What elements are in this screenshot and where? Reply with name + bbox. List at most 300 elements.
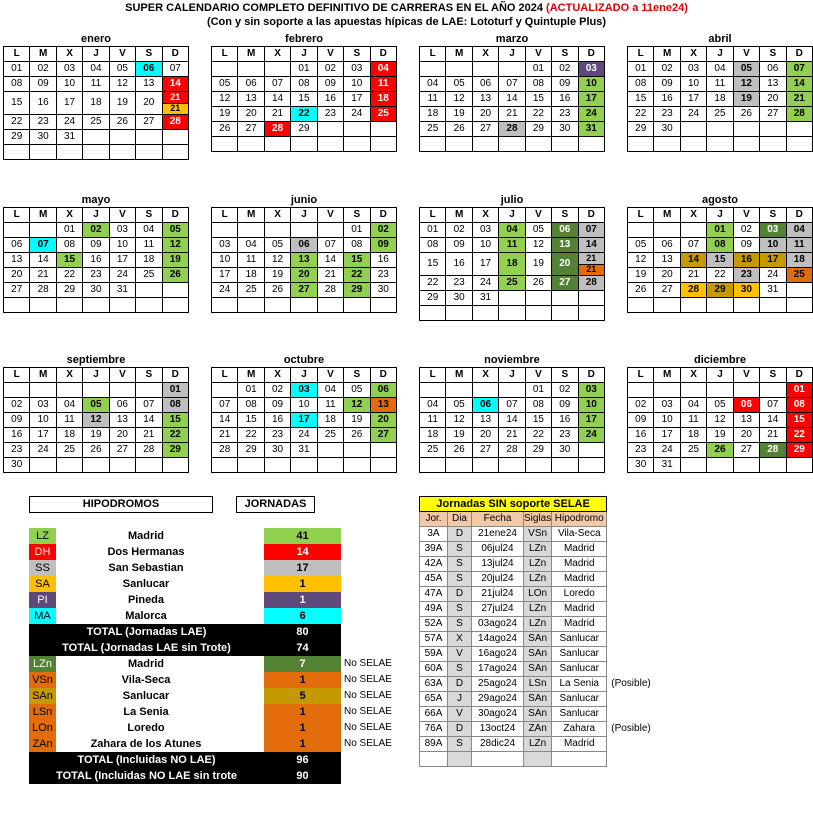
day-cell [654, 223, 680, 238]
day-cell [212, 298, 238, 313]
day-cell: 31 [760, 283, 786, 298]
day-cell: 27 [291, 283, 317, 298]
day-cell: 26 [733, 107, 759, 122]
day-header: V [733, 47, 759, 62]
day-cell: 09 [446, 238, 472, 253]
hipodromo-name: Madrid [127, 530, 165, 542]
sin-soporte-row [420, 647, 652, 662]
day-cell: 28 [578, 276, 604, 291]
total-label: TOTAL (Incluidas NO LAE sin trote [29, 768, 264, 784]
day-cell: 02 [552, 62, 578, 77]
day-header: S [344, 368, 370, 383]
hipodromo-row [29, 704, 392, 720]
day-cell [578, 137, 604, 152]
day-cell: 05 [707, 398, 733, 413]
day-header: J [83, 368, 109, 383]
day-cell [238, 62, 264, 77]
sin-soporte-cell: SAn [524, 662, 552, 677]
sin-soporte-cell: Sanlucar [552, 692, 607, 707]
day-cell: 27 [370, 428, 396, 443]
day-cell: 18 [56, 428, 82, 443]
day-header: L [628, 47, 654, 62]
day-cell: 05 [212, 77, 238, 92]
day-cell: 04 [680, 398, 706, 413]
day-cell: 29 [344, 283, 370, 298]
day-cell: 25 [56, 443, 82, 458]
day-cell: 12 [525, 238, 551, 253]
hipodromo-code: LOn [29, 720, 56, 736]
day-cell: 25 [786, 268, 812, 283]
day-cell: 06 [238, 77, 264, 92]
day-header: M [446, 47, 472, 62]
day-cell [370, 443, 396, 458]
hipodromo-code: MA [29, 608, 56, 624]
day-cell: 11 [680, 413, 706, 428]
day-cell: 13 [733, 413, 759, 428]
day-cell [760, 298, 786, 313]
month-name: julio [500, 194, 524, 206]
day-cell: 29 [525, 443, 551, 458]
day-header: S [760, 208, 786, 223]
day-cell: 01 [162, 383, 188, 398]
day-cell: 28 [162, 115, 188, 130]
day-cell: 31 [578, 122, 604, 137]
day-cell [499, 383, 525, 398]
day-header: D [578, 208, 604, 223]
day-cell: 01 [628, 62, 654, 77]
day-header: X [264, 368, 290, 383]
posible-note [607, 587, 651, 602]
sin-soporte-row [420, 602, 652, 617]
hipodromo-row [29, 720, 392, 736]
day-cell: 15 [420, 253, 446, 276]
day-cell: 26 [83, 443, 109, 458]
day-cell [472, 458, 498, 473]
day-cell: 08 [786, 398, 812, 413]
day-cell: 01 [786, 383, 812, 398]
day-header: V [109, 208, 135, 223]
day-cell [344, 298, 370, 313]
day-cell: 16 [654, 92, 680, 107]
day-cell: 15 [291, 92, 317, 107]
day-cell: 29 [707, 283, 733, 298]
day-cell: 09 [317, 77, 343, 92]
month-name: enero [81, 33, 111, 45]
month-abril [627, 33, 813, 152]
day-cell: 25 [420, 443, 446, 458]
sin-soporte-cell: X [448, 632, 472, 647]
posible-note [607, 737, 651, 752]
day-cell [109, 458, 135, 473]
hipodromo-code: SAn [29, 688, 56, 704]
month-name: febrero [285, 33, 323, 45]
hipodromo-name: Malorca [125, 610, 167, 622]
day-cell: 30 [264, 443, 290, 458]
hipodromo-row [29, 528, 392, 544]
sin-soporte-header: Hipodromo [552, 512, 607, 527]
sin-soporte-cell: 25ago24 [472, 677, 524, 692]
day-cell: 10 [109, 238, 135, 253]
day-cell: 23 [264, 428, 290, 443]
month-septiembre [3, 354, 189, 473]
day-cell: 18 [420, 107, 446, 122]
day-cell: 15 [628, 92, 654, 107]
day-header: D [162, 368, 188, 383]
day-cell [680, 122, 706, 137]
sin-soporte-cell [448, 752, 472, 767]
day-header: L [628, 208, 654, 223]
day-cell: 03 [578, 383, 604, 398]
sin-soporte-cell: SAn [524, 632, 552, 647]
day-cell: 17 [212, 268, 238, 283]
day-cell [4, 223, 30, 238]
day-cell: 03 [344, 62, 370, 77]
day-cell: 13 [4, 253, 30, 268]
month-febrero [211, 33, 397, 152]
sin-soporte-cell: Loredo [552, 587, 607, 602]
sin-soporte-cell: 3A [420, 527, 448, 542]
day-header: D [578, 47, 604, 62]
day-header: D [786, 208, 812, 223]
day-cell [30, 223, 56, 238]
sin-soporte-cell: 27jul24 [472, 602, 524, 617]
day-cell [786, 122, 812, 137]
sin-soporte-cell: S [448, 617, 472, 632]
sin-soporte-cell: Madrid [552, 572, 607, 587]
day-cell: 02 [83, 223, 109, 238]
day-cell: 04 [238, 238, 264, 253]
hipodromo-row [29, 688, 392, 704]
day-cell: 17 [109, 253, 135, 268]
posible-note [607, 647, 651, 662]
month-table [211, 367, 397, 473]
day-header: L [212, 208, 238, 223]
day-header: L [420, 47, 446, 62]
day-cell: 16 [30, 92, 56, 115]
day-cell [109, 145, 135, 160]
day-header: D [370, 368, 396, 383]
day-cell: 29 [162, 443, 188, 458]
day-cell: 23 [317, 107, 343, 122]
day-cell: 17 [472, 253, 498, 276]
day-cell: 28 [212, 443, 238, 458]
hipodromo-code: DH [29, 544, 56, 560]
day-cell: 28 [499, 443, 525, 458]
hipodromo-row [29, 672, 392, 688]
posible-note [607, 692, 651, 707]
day-header: D [162, 208, 188, 223]
day-cell [786, 458, 812, 473]
day-cell: 15 [238, 413, 264, 428]
day-cell: 20 [238, 107, 264, 122]
day-cell: 05 [109, 62, 135, 77]
sin-soporte-cell: 14ago24 [472, 632, 524, 647]
day-cell: 06 [654, 238, 680, 253]
day-cell: 06 [4, 238, 30, 253]
day-cell [628, 137, 654, 152]
day-cell [707, 298, 733, 313]
day-cell: 05 [162, 223, 188, 238]
sin-soporte-cell: Sanlucar [552, 647, 607, 662]
day-cell: 12 [707, 413, 733, 428]
sin-soporte-cell: Vila-Seca [552, 527, 607, 542]
day-cell: 05 [446, 398, 472, 413]
day-cell [472, 62, 498, 77]
sin-soporte-cell: Madrid [552, 617, 607, 632]
hipodromo-name: Zahara de los Atunes [90, 738, 202, 750]
day-cell [420, 137, 446, 152]
day-cell: 24 [578, 107, 604, 122]
sin-soporte-cell: 66A [420, 707, 448, 722]
day-cell [733, 137, 759, 152]
day-cell: 08 [344, 238, 370, 253]
hipodromo-code: VSn [29, 672, 56, 688]
day-cell [420, 62, 446, 77]
day-cell: 16 [317, 92, 343, 107]
day-header: S [760, 47, 786, 62]
day-header: M [238, 208, 264, 223]
day-cell [707, 137, 733, 152]
day-header: S [344, 208, 370, 223]
sin-soporte-table [419, 496, 652, 767]
no-selae-note: No SELAE [344, 690, 392, 701]
day-cell: 26 [264, 283, 290, 298]
day-cell: 24 [30, 443, 56, 458]
page-subtitle: (Con y sin soporte a las apuestas hípicas de LAE: Lototurf y Quintuple Plus) [206, 16, 607, 28]
day-cell: 29 [238, 443, 264, 458]
day-cell: 22 [344, 268, 370, 283]
day-cell: 24 [654, 443, 680, 458]
day-cell [499, 62, 525, 77]
day-cell: 19 [212, 107, 238, 122]
day-cell: 26 [109, 115, 135, 130]
day-cell [578, 306, 604, 321]
hipodromo-jornadas: 41 [264, 528, 341, 544]
day-cell [420, 458, 446, 473]
sin-soporte-row [420, 707, 652, 722]
day-cell [525, 306, 551, 321]
hipodromo-row [29, 736, 392, 752]
day-cell: 22 [786, 428, 812, 443]
day-cell: 06 [109, 398, 135, 413]
day-cell: 27 [552, 276, 578, 291]
day-cell: 29 [525, 122, 551, 137]
day-cell [654, 383, 680, 398]
day-cell [760, 137, 786, 152]
day-cell: 14 [136, 413, 162, 428]
day-cell: 15 [525, 413, 551, 428]
day-cell: 30 [552, 122, 578, 137]
day-cell: 07 [578, 223, 604, 238]
total-label: TOTAL (Jornadas LAE sin Trote) [29, 640, 264, 656]
day-cell [707, 122, 733, 137]
hipodromo-name: La Senia [123, 706, 169, 718]
day-cell [446, 383, 472, 398]
day-cell [499, 306, 525, 321]
day-cell: 13 [136, 77, 162, 92]
day-cell: 31 [109, 283, 135, 298]
day-cell: 11 [238, 253, 264, 268]
day-cell: 06 [552, 223, 578, 238]
sin-soporte-cell: Madrid [552, 557, 607, 572]
day-header: J [499, 47, 525, 62]
day-cell: 04 [370, 62, 396, 77]
day-cell: 29 [420, 291, 446, 306]
no-selae-note [341, 544, 392, 560]
total-row [29, 768, 392, 784]
day-cell: 26 [344, 428, 370, 443]
day-cell [446, 306, 472, 321]
day-cell [680, 298, 706, 313]
day-cell: 16 [552, 92, 578, 107]
day-cell: 06 [291, 238, 317, 253]
day-cell: 09 [370, 238, 396, 253]
day-cell: 29 [4, 130, 30, 145]
day-cell [238, 223, 264, 238]
day-cell: 03 [109, 223, 135, 238]
day-header: D [786, 47, 812, 62]
sin-soporte-cell: 16ago24 [472, 647, 524, 662]
day-header: X [56, 208, 82, 223]
day-cell: 30 [83, 283, 109, 298]
day-cell: 21 [578, 253, 604, 265]
day-cell: 04 [420, 77, 446, 92]
month-name: noviembre [484, 354, 540, 366]
day-header: S [552, 47, 578, 62]
day-cell [786, 283, 812, 298]
sin-soporte-row [420, 617, 652, 632]
day-cell: 18 [136, 253, 162, 268]
month-table [3, 46, 189, 160]
sin-soporte-cell: J [448, 692, 472, 707]
day-cell: 27 [472, 122, 498, 137]
sin-soporte-cell: 21ene24 [472, 527, 524, 542]
hipodromo-row [29, 656, 392, 672]
day-cell: 17 [291, 413, 317, 428]
sin-soporte-row [420, 587, 652, 602]
day-cell: 14 [317, 253, 343, 268]
day-cell: 18 [707, 92, 733, 107]
sin-soporte-cell: Sanlucar [552, 632, 607, 647]
hipodromo-row [29, 544, 392, 560]
day-cell: 27 [238, 122, 264, 137]
sin-soporte-cell [472, 752, 524, 767]
day-cell: 01 [238, 383, 264, 398]
month-mayo [3, 194, 189, 313]
sin-soporte-cell: S [448, 542, 472, 557]
no-selae-note: No SELAE [344, 722, 392, 733]
posible-note [607, 602, 651, 617]
day-header: V [733, 368, 759, 383]
hipodromo-jornadas: 1 [264, 720, 341, 736]
sin-soporte-row [420, 752, 652, 767]
hipodromo-row [29, 576, 392, 592]
sin-soporte-row [420, 722, 652, 737]
hipodromo-jornadas: 1 [264, 736, 341, 752]
total-label: TOTAL (Jornadas LAE) [29, 624, 264, 640]
day-header: L [4, 208, 30, 223]
day-cell: 07 [136, 398, 162, 413]
sin-soporte-cell: LZn [524, 572, 552, 587]
month-table [211, 46, 397, 152]
day-cell [733, 383, 759, 398]
sin-soporte-cell [420, 752, 448, 767]
sin-soporte-cell: Zahara [552, 722, 607, 737]
sin-soporte-cell: V [448, 647, 472, 662]
sin-soporte-cell: LZn [524, 542, 552, 557]
day-cell [654, 298, 680, 313]
day-header: X [264, 47, 290, 62]
no-selae-note: No SELAE [344, 674, 392, 685]
day-cell: 19 [446, 107, 472, 122]
month-name: octubre [283, 354, 325, 366]
day-cell: 13 [472, 92, 498, 107]
day-cell: 05 [344, 383, 370, 398]
day-cell [291, 298, 317, 313]
day-cell: 29 [291, 122, 317, 137]
day-cell: 23 [552, 428, 578, 443]
sin-soporte-row [420, 692, 652, 707]
day-header: D [786, 368, 812, 383]
hipodromo-jornadas: 1 [264, 576, 341, 592]
day-cell: 09 [552, 77, 578, 92]
day-cell [628, 223, 654, 238]
sin-soporte-cell: La Senia [552, 677, 607, 692]
page-title: SUPER CALENDARIO COMPLETO DEFINITIVO DE CARRERAS EN EL AÑO 2024 (ACTUALIZADO a 11ene24) [125, 2, 688, 14]
day-cell: 21 [760, 428, 786, 443]
day-cell [291, 458, 317, 473]
day-cell [30, 298, 56, 313]
day-cell [680, 458, 706, 473]
day-cell [472, 137, 498, 152]
day-cell: 16 [628, 428, 654, 443]
day-cell: 23 [4, 443, 30, 458]
month-table [3, 207, 189, 313]
posible-note [607, 662, 651, 677]
day-cell: 21 [499, 107, 525, 122]
day-header: X [56, 47, 82, 62]
day-cell: 08 [162, 398, 188, 413]
day-cell: 23 [654, 107, 680, 122]
month-name: diciembre [694, 354, 746, 366]
day-cell: 23 [733, 268, 759, 283]
day-cell: 08 [707, 238, 733, 253]
day-header: V [733, 208, 759, 223]
day-cell: 21 [680, 268, 706, 283]
day-cell: 23 [30, 115, 56, 130]
sin-soporte-cell: S [448, 602, 472, 617]
day-cell [109, 130, 135, 145]
day-cell: 10 [212, 253, 238, 268]
day-cell: 18 [420, 428, 446, 443]
day-cell: 25 [83, 115, 109, 130]
day-cell [83, 130, 109, 145]
hipodromo-code: LZ [29, 528, 56, 544]
day-cell: 20 [136, 92, 162, 115]
day-cell: 20 [291, 268, 317, 283]
day-cell: 11 [786, 238, 812, 253]
day-cell: 30 [446, 291, 472, 306]
month-diciembre [627, 354, 813, 473]
month-name: junio [290, 194, 318, 206]
day-cell: 29 [786, 443, 812, 458]
sin-soporte-cell: LZn [524, 602, 552, 617]
sin-soporte-cell [552, 752, 607, 767]
day-header: M [238, 47, 264, 62]
day-cell: 22 [238, 428, 264, 443]
day-cell [291, 223, 317, 238]
no-selae-note [341, 560, 392, 576]
